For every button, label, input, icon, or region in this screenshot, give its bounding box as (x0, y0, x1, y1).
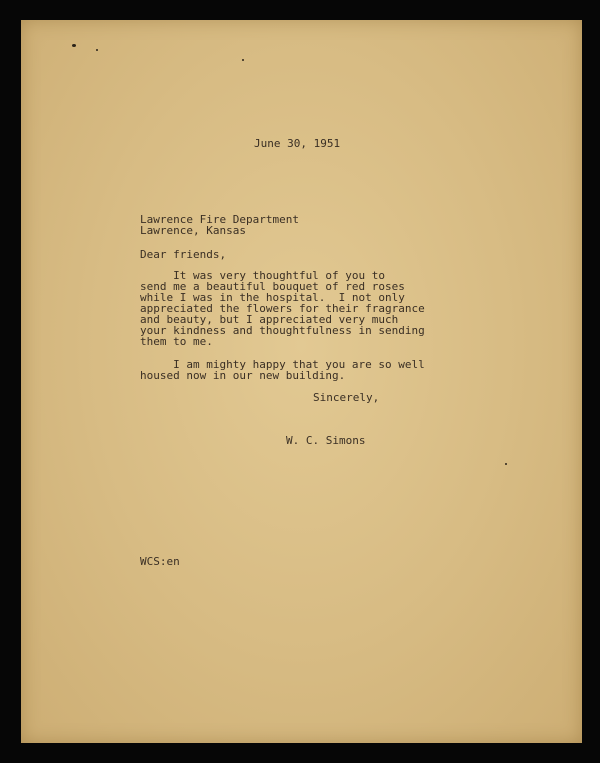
typist-initials: WCS:en (140, 555, 180, 568)
body-line: while I was in the hospital. I not only (140, 291, 405, 304)
recipient-address: Lawrence, Kansas (140, 224, 246, 237)
body-line: your kindness and thoughtfulness in sending (140, 324, 425, 337)
letter-paper (21, 20, 582, 743)
body-line: and beauty, but I appreciated very much (140, 313, 399, 326)
paper-speck (72, 44, 76, 47)
recipient-name: Lawrence Fire Department (140, 213, 299, 226)
body-line: It was very thoughtful of you to (140, 269, 386, 282)
paper-speck (96, 49, 98, 51)
body-line: appreciated the flowers for their fragrance (140, 302, 425, 315)
salutation: Dear friends, (140, 248, 227, 261)
signature: W. C. Simons (286, 434, 366, 447)
paper-speck (505, 463, 507, 465)
body-line: I am mighty happy that you are so well (140, 358, 425, 371)
closing: Sincerely, (313, 391, 380, 404)
body-line: send me a beautiful bouquet of red roses (140, 280, 405, 293)
letter-date: June 30, 1951 (254, 137, 341, 150)
body-line: them to me. (140, 335, 213, 348)
body-line: housed now in our new building. (140, 369, 346, 382)
paper-speck (242, 59, 244, 61)
